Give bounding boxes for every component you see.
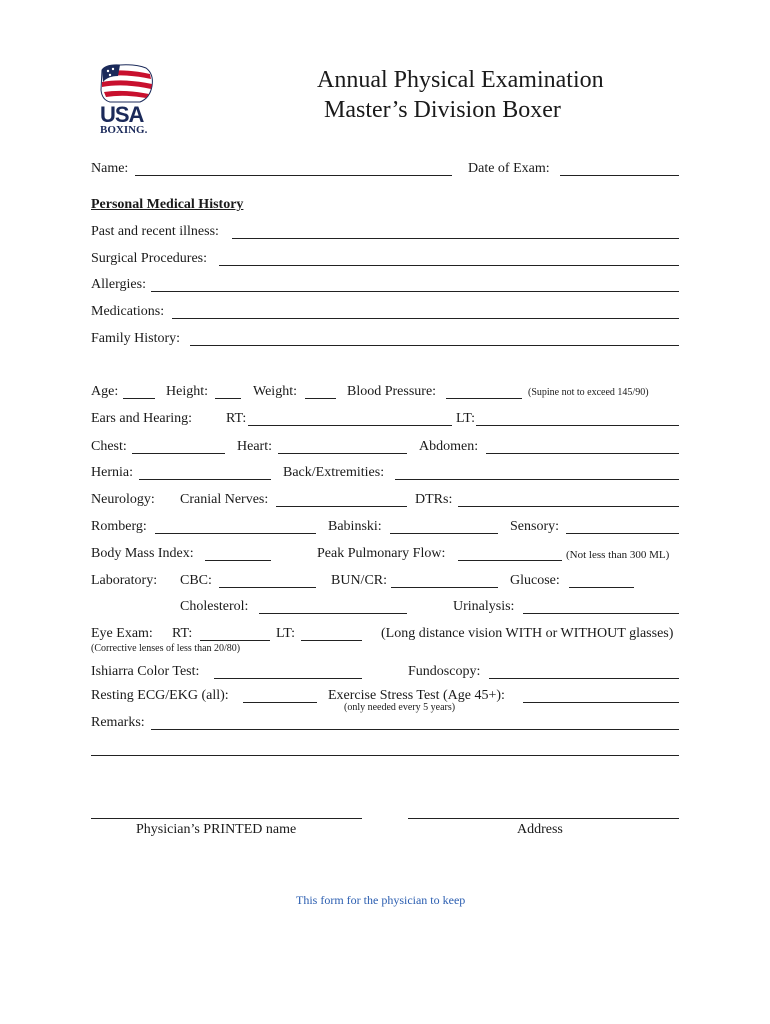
eye-lt-label: LT: <box>276 626 296 641</box>
glucose-label: Glucose: <box>510 573 560 588</box>
remarks-field-line-2[interactable] <box>91 755 679 756</box>
dtrs-label: DTRs: <box>415 492 453 507</box>
usa-boxing-logo <box>96 62 158 140</box>
medications-field[interactable] <box>172 318 679 319</box>
blood-pressure-label: Blood Pressure: <box>347 384 437 399</box>
title-line-2: Master’s Division Boxer <box>324 97 561 123</box>
chest-field[interactable] <box>132 453 225 454</box>
urinalysis-label: Urinalysis: <box>453 599 515 614</box>
fundoscopy-label: Fundoscopy: <box>408 664 481 679</box>
boxing-glove-flag-icon <box>96 62 156 106</box>
eye-exam-note: (Long distance vision WITH or WITHOUT glasses) <box>381 626 674 641</box>
allergies-field[interactable] <box>151 291 679 292</box>
back-extremities-label: Back/Extremities: <box>283 465 385 480</box>
blood-pressure-note: (Supine not to exceed 145/90) <box>528 387 649 398</box>
logo-text-boxing: BOXING. <box>100 124 148 136</box>
eye-lt-field[interactable] <box>301 640 362 641</box>
corrective-lenses-note: (Corrective lenses of less than 20/80) <box>91 643 241 654</box>
ishiarra-label: Ishiarra Color Test: <box>91 664 200 679</box>
ears-lt-label: LT: <box>456 411 476 426</box>
title-line-1: Annual Physical Examination <box>317 67 604 93</box>
ecg-label: Resting ECG/EKG (all): <box>91 688 229 703</box>
height-field[interactable] <box>215 398 241 399</box>
back-extremities-field[interactable] <box>395 479 679 480</box>
name-field[interactable] <box>135 175 452 176</box>
date-field[interactable] <box>560 175 679 176</box>
address-field[interactable] <box>408 818 679 819</box>
name-label: Name: <box>91 161 129 176</box>
logo-text-usa: USA <box>100 102 144 127</box>
cranial-nerves-label: Cranial Nerves: <box>180 492 269 507</box>
babinski-field[interactable] <box>390 533 498 534</box>
ears-hearing-label: Ears and Hearing: <box>91 411 193 426</box>
abdomen-label: Abdomen: <box>419 439 479 454</box>
remarks-label: Remarks: <box>91 715 145 730</box>
weight-field[interactable] <box>305 398 336 399</box>
cbc-label: CBC: <box>180 573 212 588</box>
age-field[interactable] <box>123 398 155 399</box>
history-heading: Personal Medical History <box>91 197 244 212</box>
weight-label: Weight: <box>253 384 297 399</box>
ishiarra-field[interactable] <box>214 678 362 679</box>
pulmonary-flow-field[interactable] <box>458 560 562 561</box>
sensory-label: Sensory: <box>510 519 559 534</box>
laboratory-label: Laboratory: <box>91 573 158 588</box>
ecg-field[interactable] <box>243 702 317 703</box>
babinski-label: Babinski: <box>328 519 382 534</box>
ears-lt-field[interactable] <box>476 425 679 426</box>
age-label: Age: <box>91 384 119 399</box>
surgical-field[interactable] <box>219 265 679 266</box>
stress-test-note: (only needed every 5 years) <box>344 702 456 713</box>
stress-test-label: Exercise Stress Test (Age 45+): <box>328 688 505 703</box>
past-illness-label: Past and recent illness: <box>91 224 219 239</box>
eye-rt-label: RT: <box>172 626 193 641</box>
neurology-label: Neurology: <box>91 492 155 507</box>
heart-label: Heart: <box>237 439 272 454</box>
romberg-label: Romberg: <box>91 519 147 534</box>
urinalysis-field[interactable] <box>523 613 679 614</box>
hernia-field[interactable] <box>139 479 271 480</box>
stress-test-field[interactable] <box>523 702 679 703</box>
bmi-label: Body Mass Index: <box>91 546 194 561</box>
address-label: Address <box>517 822 563 837</box>
bmi-field[interactable] <box>205 560 271 561</box>
allergies-label: Allergies: <box>91 277 146 292</box>
cbc-field[interactable] <box>219 587 316 588</box>
heart-field[interactable] <box>278 453 407 454</box>
cholesterol-field[interactable] <box>259 613 407 614</box>
eye-exam-label: Eye Exam: <box>91 626 153 641</box>
ears-rt-field[interactable] <box>248 425 452 426</box>
fundoscopy-field[interactable] <box>489 678 679 679</box>
physician-name-label: Physician’s PRINTED name <box>136 822 297 837</box>
eye-rt-field[interactable] <box>200 640 270 641</box>
hernia-label: Hernia: <box>91 465 133 480</box>
medications-label: Medications: <box>91 304 165 319</box>
physician-name-field[interactable] <box>91 818 362 819</box>
height-label: Height: <box>166 384 208 399</box>
abdomen-field[interactable] <box>486 453 679 454</box>
date-label: Date of Exam: <box>468 161 550 176</box>
remarks-field[interactable] <box>151 729 679 730</box>
past-illness-field[interactable] <box>232 238 679 239</box>
bun-cr-label: BUN/CR: <box>331 573 388 588</box>
ears-rt-label: RT: <box>226 411 247 426</box>
family-history-field[interactable] <box>190 345 679 346</box>
chest-label: Chest: <box>91 439 127 454</box>
dtrs-field[interactable] <box>458 506 679 507</box>
pulmonary-flow-note: (Not less than 300 ML) <box>566 549 670 561</box>
sensory-field[interactable] <box>566 533 679 534</box>
surgical-label: Surgical Procedures: <box>91 251 207 266</box>
cranial-nerves-field[interactable] <box>276 506 407 507</box>
pulmonary-flow-label: Peak Pulmonary Flow: <box>317 546 446 561</box>
glucose-field[interactable] <box>569 587 634 588</box>
cholesterol-label: Cholesterol: <box>180 599 249 614</box>
bun-cr-field[interactable] <box>391 587 498 588</box>
family-history-label: Family History: <box>91 331 181 346</box>
footer-note: This form for the physician to keep <box>296 893 466 907</box>
blood-pressure-field[interactable] <box>446 398 522 399</box>
romberg-field[interactable] <box>155 533 316 534</box>
